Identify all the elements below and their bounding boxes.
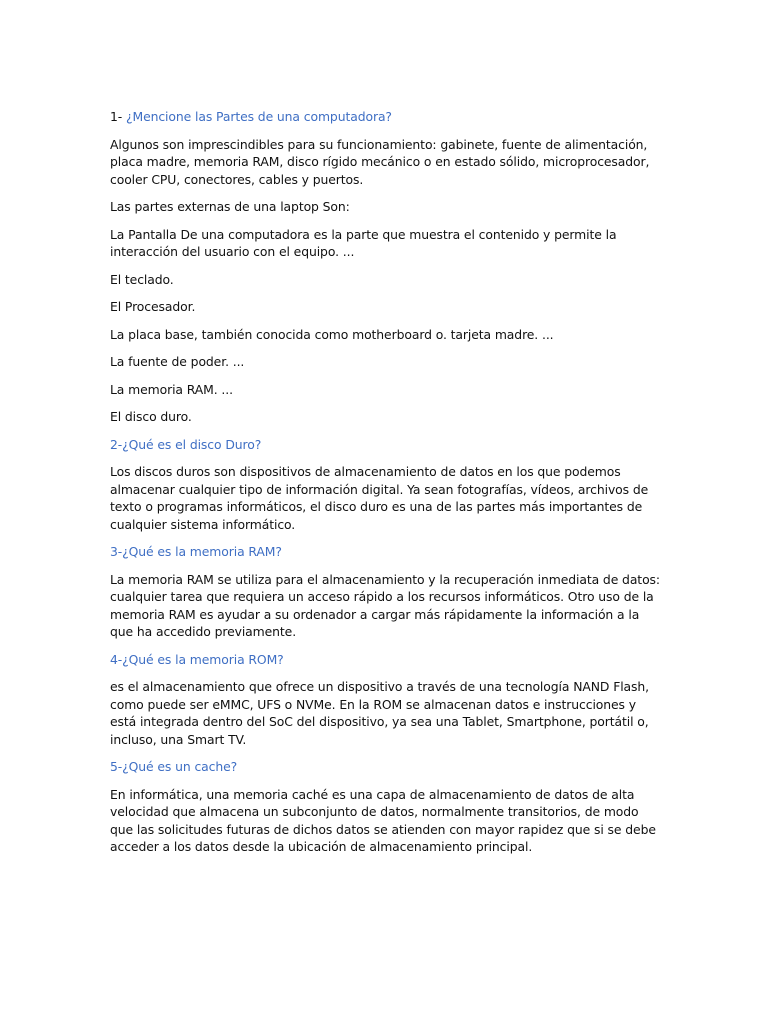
question-1-paragraph: El Procesador. (110, 299, 196, 314)
question-1-paragraph: El teclado. (110, 271, 174, 287)
question-4-paragraph: es el almacenamiento que ofrece un dispositivo a través de una tecnología NAND Flash, como puede ser eMMC, UFS o NVMe. En la ROM se almacenan datos e instrucciones y está integrada dentro del SoC del dispositivo, ya sea una Tablet, Smartphone, portátil o, incluso, una Smart TV. (110, 679, 649, 747)
question-1-paragraph: La fuente de poder. ... (110, 354, 245, 369)
question-1-paragraph: La memoria RAM. ... (110, 381, 233, 397)
question-1-paragraph: Las partes externas de una laptop Son: (110, 199, 350, 214)
question-2-paragraph: Los discos duros son dispositivos de almacenamiento de datos en los que podemos almacenar cualquier tipo de información digital. Ya sean fotografías, vídeos, archivos de texto o programas informáticos, el disco duro es una de las partes más importantes de cualquier sistema informático. (110, 464, 649, 532)
question-1-number: 1- (110, 109, 126, 124)
question-1-heading (110, 108, 660, 126)
document-page (110, 108, 660, 866)
question-4-heading: 4-¿Qué es la memoria ROM? (110, 651, 284, 667)
question-1-paragraph: La Pantalla De una computadora es la parte que muestra el contenido y permite la interacción del usuario con el equipo. ... (110, 226, 617, 259)
question-2-heading: 2-¿Qué es el disco Duro? (110, 436, 262, 452)
question-3-heading: 3-¿Qué es la memoria RAM? (110, 544, 282, 559)
question-1-paragraph: Algunos son imprescindibles para su funcionamiento: gabinete, fuente de alimentación, placa madre, memoria RAM, disco rígido mecánico o en estado sólido, microprocesador, cooler CPU, conectores, cables y puertos. (110, 136, 650, 187)
question-5-paragraph: En informática, una memoria caché es una capa de almacenamiento de datos de alta velocidad que almacena un subconjunto de datos, normalmente transitorios, de modo que las solicitudes futuras de dichos datos se atienden con mayor rapidez que si se debe acceder a los datos desde la ubicación de almacenamiento principal. (110, 786, 656, 854)
question-5-heading: 5-¿Qué es un cache? (110, 759, 238, 774)
question-3-paragraph: La memoria RAM se utiliza para el almacenamiento y la recuperación inmediata de datos: cualquier tarea que requiera un acceso rápido a los recursos informáticos. Otro uso de la memoria RAM es ayudar a su ordenador a cargar más rápidamente la información a la que ha accedido previamente. (110, 571, 660, 639)
question-1-paragraph: La placa base, también conocida como motherboard o. tarjeta madre. ... (110, 326, 554, 342)
question-1-title: ¿Mencione las Partes de una computadora? (126, 109, 392, 124)
question-1-paragraph: El disco duro. (110, 409, 192, 424)
